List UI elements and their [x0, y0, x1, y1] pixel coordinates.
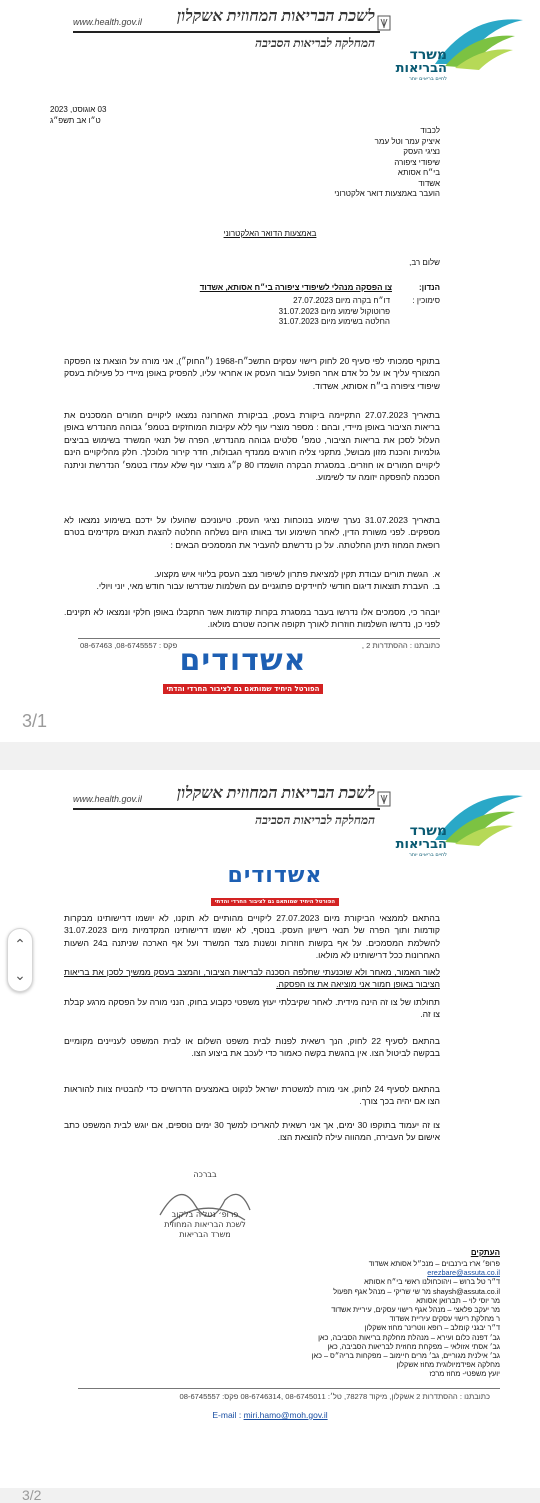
- cc-item: ר מחלקת רישוי עסקים עיריית אשדוד: [389, 1314, 500, 1324]
- ashdodim-watermark: [138, 643, 348, 695]
- cc-item: גב׳ אסתי אזולאי – מפקחת מחוזית לבריאות הסביבה, כאן: [327, 1341, 500, 1351]
- logo-line1: משרד: [409, 823, 447, 839]
- cc-item: ד״ר יבגני קומלב – רופא ווטרינר מחוז אשקלון: [364, 1323, 500, 1333]
- paragraph-2: בתאריך 27.07.2023 התקיימה ביקורת בעסק, בביקורת האחרונה נמצאו ליקויים חמורים המסכנים את בריאות הציבור באופן מיידי, ובהם : מספר מוצרי עוף ללא עקיבות המוחזקים בטמפ׳ גבוהה מהנדרש באופן העלול לסכן את בריאות הציבור, טמפ׳ סלטים גבוהה מהנדרש, הפרה של תנאי המשרד בשימוש בביצים גולמיות והכנת מזון מבושל, מתקני צליה חורגים ממנדף הגבולות, חדר קירור מלוכלך. חלק מהליקויים הינם ליקויים חמורים או חוזרים. במסגרת הבקרה הושמדו 80 ק״ג מוצרי עוף שלא עמדו בטמפ׳ הנדרשת וניתנה הסכמה להפסקה יזומה עד לשימוע.: [64, 410, 441, 483]
- ashdodim-tagline: הפורטל היחיד שמותאם גם לציבור החרדי והדתי: [163, 684, 324, 694]
- signer-block: [150, 1210, 260, 1240]
- signer-office: לשכת הבריאות המחוזית: [164, 1220, 246, 1229]
- recipient-line: איציק עמר וטל עמר: [374, 136, 440, 146]
- paragraph-1: בתוקף סמכותי לפי סעיף 20 לחוק רישוי עסקים התשכ״ח-1968 (״החוק״), אני מורה על הוצאת צו הפסקה המצורף עליך או על כל אדם אחר הפועל עבור העסק או אחראי עליו, להפסיק באופן מיידי כל פעילות בעסק שיפודי ציפורה בי״ח אסותא, אשדוד.: [64, 356, 440, 391]
- document-page-2: [0, 770, 540, 1488]
- cc-item: יועץ משפטי- מחוז מרכז: [429, 1369, 500, 1379]
- logo-line2: הבריאות: [395, 837, 447, 852]
- reference-line: פרוטוקול שימוע מיום 31.07.2023: [278, 306, 390, 316]
- paragraph-6: צו זה יעמוד בתוקפו 30 ימים, אך אני רשאית להאריכו למשך 30 ימים נוספים, אם יוגש לבית המשפט כתב אישום על העבירה, המהווה עילה להוצאת הצו.: [64, 1120, 440, 1143]
- department-title: המחלקה לבריאות הסביבה: [255, 813, 375, 827]
- footer-email-row: [0, 1410, 540, 1420]
- list-item-text: הגשת תורים עבודת תקין למציאת פתרון לשיפור מצב העסק בליווי איש מקצוע.: [153, 569, 429, 579]
- cc-item: shaysh@assuta.co.il מר שי שריקי – מנהל אגף תפעול: [333, 1286, 500, 1296]
- references-label: סימוכין :: [412, 296, 440, 305]
- paragraph-5: בהתאם לסעיף 24 לחוק, אני מורה למשטרת ישראל לנקוט באמצעים הדרושים כדי להבטיח צוות להוראות הצו אם יהיה בכך צורך.: [64, 1084, 440, 1107]
- next-page-button[interactable]: [8, 960, 32, 991]
- paragraph-3: תחולתו של צו זה הינה מידית. לאחר שקיבלתי יעוץ משפטי כקבוע בחוק, הנני מורה על הפסקה מרגע קבלת צו זה.: [64, 997, 440, 1020]
- header-divider: [73, 808, 380, 810]
- cc-item: מר יוסי לוי – תברואן אסותא: [416, 1295, 500, 1305]
- ministry-logo: [375, 6, 525, 84]
- ministry-logo: [375, 782, 525, 860]
- previous-page-button[interactable]: [8, 929, 32, 960]
- recipient-line: נציגי העסק: [403, 147, 440, 156]
- greeting: שלום רב,: [409, 258, 440, 267]
- logo-line2: הבריאות: [395, 61, 447, 76]
- page-navigation: [7, 928, 33, 992]
- cc-item: מר יעקב פלאצי – מנהל אגף רישוי עסקים, עיריית אשדוד: [331, 1305, 500, 1315]
- list-item-mark: ב.: [432, 581, 440, 592]
- cc-item: גב׳ אילנית מגוריים, גב׳ מרים חיימוב – מפקחות בריה״ס – כאן: [311, 1351, 500, 1361]
- cc-item: גב׳ דפנה כלום ועירא – מנהלת מחלקת בריאות הסביבה, כאן: [318, 1332, 500, 1342]
- recipient-line: הועבר באמצעות דואר אלקטרוני: [334, 189, 440, 198]
- recipient-line: בי״ח אסותא: [397, 168, 440, 177]
- via-email-note: באמצעות הדואר האלקטרוני: [223, 229, 317, 238]
- recipient-line: אשדוד: [418, 178, 440, 188]
- logo-tagline: לחיים בריאים יותר: [408, 76, 447, 82]
- signoff: בברכה: [193, 1170, 217, 1179]
- paragraph-1: בהתאם לממצאי הביקורת מיום 27.07.2023 ליקויים מהותיים לא תוקנו, לא יושמו דרישותינו מבקרות קודמות ותוך הפרה של תנאי רישיון העסק. בנוסף, לא יושמו דרישותינו המקדמיות מיום 31.07.2023 להשלמת המסמכים. על אף בקשות חוזרות ונשנות מצד המשרד ועל אף הארכה שניתנה ב24 השעות האחרונות ככל דרישותינו לא מולאו.: [64, 913, 440, 961]
- paragraph-4: יובהר כי, מסמכים אלו נדרשו בעבר במסגרת בקרות קודמות אשר התקבלו באופן חלקי ונמצאו לא תקינים. לפני כן, נדרשו השלמות חוזרות לאורך תקופה ארוכה שטרם מולאו.: [64, 607, 440, 630]
- cc-list: [200, 1259, 500, 1379]
- cc-item: ד״ר טל ברוש – ויהוכחולנו ראשי בי״ח אסותא: [364, 1277, 500, 1287]
- ashdodim-logo: אשדודים: [227, 863, 323, 888]
- reference-line: החלטה בשימוע מיום 31.07.2023: [278, 317, 390, 326]
- chevron-up-icon: ⌃: [14, 936, 26, 953]
- subject-text: צו הפסקה מנהלי לשיפודי ציפורה בי״ח אסותא, אשדוד: [199, 283, 392, 292]
- footer-address: כתובתנו : ההסתדרות 2 אשקלון, מיקוד 78278, טל׳: 08-6745011 ,08-6746314 פקס: 08-6745557: [179, 1392, 490, 1401]
- department-title: המחלקה לבריאות הסביבה: [255, 36, 375, 50]
- paragraph-3: בתאריך 31.07.2023 נערך שימוע בנוכחות נציגי העסק. טיעוניכם שהועלו על ידכם בשימוע נמצאו לא מספקים. לפני משורת הדין, לאחר השימוע ועד באותו היום נשלחה החלטה להצגת תנאים מקדימים בטרם רופאת המחוז תיתן החלטתה. על כן נדרשתם להעביר את המסמכים הבאים :: [64, 515, 440, 550]
- footer-address: כתובתנו : ההסתדרות 2 ,: [361, 641, 440, 650]
- chevron-down-icon: ⌄: [14, 967, 26, 984]
- page-number-1: 3/1: [22, 711, 48, 731]
- footer-divider: [78, 638, 440, 639]
- recipients-block: [240, 126, 440, 200]
- cc-item: מחלקה אפידמיולוגית מחוז אשקלון: [396, 1360, 500, 1370]
- requirements-list: [64, 568, 440, 593]
- paragraph-4: בהתאם לסעיף 22 לחוק, הנך רשאית לפנות לבית משפט השלום או לבית המשפט לעניינים מקומיים בבקשה לביטול הצו. אין בהגשת בקשה כאמור כדי לעכב את ביצוע הצו.: [64, 1036, 440, 1059]
- letter-hebrew-date: ט״ו אב תשפ״ג: [50, 116, 101, 125]
- document-page-1: [0, 0, 540, 742]
- email-label: E-mail :: [212, 1410, 242, 1420]
- page-number-2: 3/2: [22, 1487, 42, 1503]
- list-item: [64, 580, 440, 592]
- ashdodim-tagline: הפורטל היחיד שמותאם גם לציבור החרדי והדתי: [211, 898, 339, 906]
- subject-label: הנדון:: [418, 283, 440, 292]
- footer-phones: 08-67463 ,08-6745557 : פקס: [80, 641, 178, 650]
- letter-date: 03 אוגוסט, 2023: [50, 105, 107, 114]
- cc-email-link[interactable]: erezbare@assuta.co.il: [427, 1268, 500, 1278]
- list-item-text: העברת תוצאות דיגום חודשי לחיידקים פתוגניים עם השלמות שנדרשו עבור חודש מאי, יוני ויולי.: [96, 581, 429, 592]
- recipient-line: שיפודי ציפורה: [394, 157, 440, 167]
- list-item-mark: א.: [432, 569, 440, 579]
- signer-name: פרופ׳ נטליה בלקוב: [171, 1210, 239, 1219]
- district-title: לשכת הבריאות המחוזית אשקלון: [177, 785, 375, 802]
- logo-tagline: לחיים בריאים יותר: [408, 852, 447, 858]
- paragraph-2: לאור האמור, מאחר ולא שוכנעתי שחלפה הסכנה לבריאות הציבור, והמצב בעסק ממשיך לסכן את בריאות הציבור באופן חמור אני מוציאה את צו הפסקה.: [64, 967, 440, 990]
- cc-item: פרופ׳ ארז בירנבוים – מנכ״ל אסותא אשדוד: [368, 1259, 500, 1268]
- references-list: [190, 296, 390, 328]
- footer-divider: [78, 1388, 500, 1389]
- logo-line1: משרד: [409, 47, 447, 63]
- district-title: לשכת הבריאות המחוזית אשקלון: [177, 8, 375, 25]
- ministry-url: www.health.gov.il: [73, 794, 142, 804]
- recipient-line: לכבוד: [420, 126, 440, 135]
- ashdodim-logo: אשדודים: [179, 643, 307, 678]
- header-divider: [73, 31, 380, 33]
- cc-label: העתקים: [470, 1248, 500, 1257]
- contact-email-link[interactable]: miri.hamo@moh.gov.il: [243, 1410, 328, 1420]
- list-item: [64, 568, 440, 580]
- ministry-url: www.health.gov.il: [73, 17, 142, 27]
- ashdodim-watermark: [210, 864, 340, 907]
- signer-ministry: משרד הבריאות: [179, 1230, 231, 1239]
- reference-line: דו״ח בקרה מיום 27.07.2023: [293, 296, 390, 305]
